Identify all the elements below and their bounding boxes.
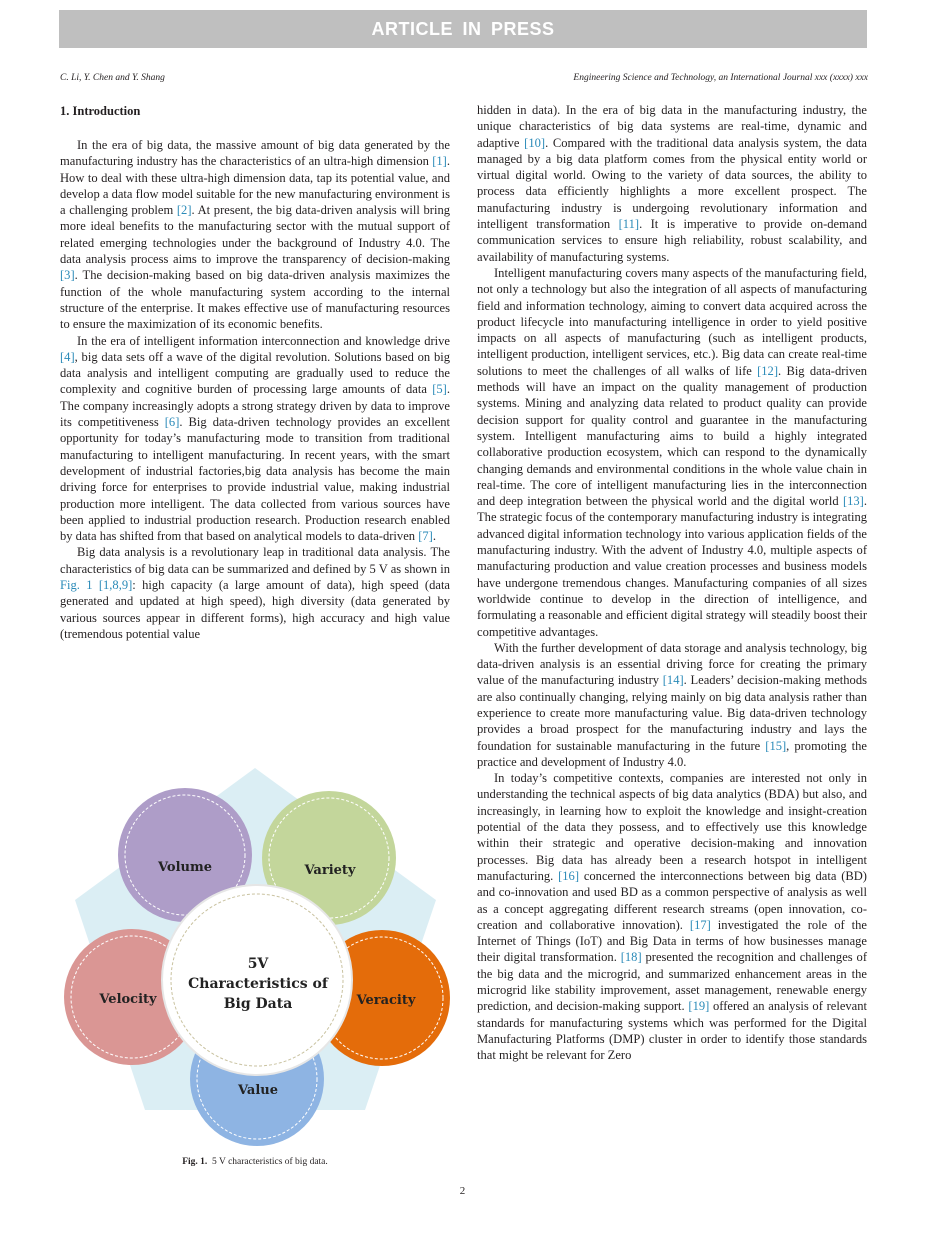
center-circle [162,885,352,1075]
paragraph: hidden in data). In the era of big data in the manufacturing industry, the unique characteristics of big data systems are real-time, dynamic and adaptive [10]. Compared with the traditional data analysis system, the data managed by a big data platform comes from the physical entity world or virtual digital world. Owing to the variety of data sources, the ability to process data efficiently highlights a more excellent prospect. The manufacturing industry is undergoing revolutionary information and intelligent transformation [11]. It is imperative to provide on-demand communication services to ensure high reliability, robust scalability, and availability of manufacturing systems. [477,103,867,264]
paragraph: Intelligent manufacturing covers many aspects of the manufacturing field, not only a technology but also the integration of all aspects of manufacturing field and information technology, aiming to convert data acquired across the product lifecycle into manufacturing intelligence in order to yield positive impacts on all aspects of manufacturing (such as intelligent products, intelligent production, intelligent services, etc.). Big data can create real-time solutions to meet the challenges of all walks of life [12]. Big data-driven methods will have an impact on the quality management of production systems. Mining and analyzing data related to product quality can provide decision support for quality control and guarantee in the manufacturing system. Intelligent manufacturing aims to build a highly integrated collaborative production ecosystem, which can respond to the dynamically changing demands and environmental conditions in the whole value chain in real-time. The core of intelligent manufacturing lies in the interconnection and deep integration between the physical world and the digital world [13]. The strategic focus of the contemporary manufacturing industry is integrating advanced digital information technology into various application fields of the manufacturing industry. With the advent of Industry 4.0, multiple aspects of manufacturing production and value creation processes and business models have undergone tremendous changes. Manufacturing companies of all sizes worldwide continue to develop in the direction of intelligence, and formulating a reasonable and efficient digital strategy will steadily boost their competitive advantages. [477,265,868,639]
citation-link[interactable]: [2] [176,203,192,218]
center-label-line-2: Characteristics of [188,976,328,992]
left-column [60,102,450,642]
citation-link[interactable]: [4] [60,349,75,364]
citation-link[interactable]: [7] [418,529,433,544]
citation-link[interactable]: [10] [524,135,546,150]
citation-link[interactable]: [1,8,9] [98,578,133,593]
figure-caption-text: 5 V characteristics of big data. [212,1157,328,1167]
citation-link[interactable]: [6] [164,415,180,430]
figure-caption-label: Fig. 1. [182,1157,208,1167]
petal-label-volume: Volume [158,860,212,875]
center-label-line-1: 5V [247,956,269,972]
running-header-authors: C. Li, Y. Chen and Y. Shang [60,73,165,83]
citation-link[interactable]: Fig. 1 [60,578,93,593]
citation-link[interactable]: [14] [662,673,684,688]
petal-label-veracity: Veracity [356,993,416,1008]
paragraph: In today’s competitive contexts, companies are interested not only in understanding the technical aspects of big data analytics (BDA) but also, and increasingly, in learning how to exploit the knowledge and insight-creation potential of the data they possess, and to effectively use this knowledge within their strategic and operative decision-making and innovation processes. Big data has already been a research hotspot in intelligent manufacturing. [16] concerned the interconnections between big data (BD) and co-innovation and used BD as a common perspective of analysis as well as a concept aggregating different research streams (open innovation, co-creation and collaborative innovation). [17] investigated the role of the Internet of Things (IoT) and Big Data in terms of how businesses manage their digital transformation. [18] presented the recognition and challenges of the big data and the microgrid, and summarized enhancement areas in the microgrid like stability improvement, asset management, renewable energy prediction, and decision-making support. [19] offered an analysis of relevant standards for manufacturing systems which was performed for the Digital Manufacturing Platforms (DMP) cluster in order to identify those standards that might be relevant for Zero [477,771,867,1063]
figure-1 [60,740,450,1180]
citation-link[interactable]: [1] [432,154,447,169]
citation-link[interactable]: [3] [60,268,75,283]
paragraph: Big data analysis is a revolutionary leap in traditional data analysis. The characteristics of big data can be summarized and defined by 5 V as shown in Fig. 1 [1,8,9]: high capacity (a large amount of data), high speed (data generated and updated at high speed), high diversity (data generated by various sources appear in different forms), high accuracy and high value (tremendous potential value [60,545,451,641]
paragraph: In the era of intelligent information interconnection and knowledge drive [4], big data sets off a wave of the digital revolution. Solutions based on big data analysis and intelligent computing are gradually used to reduce the complexity and cognitive burden of processing large amounts of data [5]. The company increasingly adopts a strong strategy driven by data to improve its competitiveness [6]. Big data-driven technology provides an excellent opportunity for today’s manufacturing mode to transition from traditional manufacturing to intelligent manufacturing. In recent years, with the smart development of industrial factories,big data analysis has become the main driving force for enterprises to provide industrial value, making industrial production more intelligent. The data collected from various sources have been applied to industrial production research. Production research enabled by data has shifted from that based on analytical models to data-driven [7]. [60,333,451,544]
citation-link[interactable]: [13] [842,494,864,509]
right-column-body [477,102,867,1064]
citation-link[interactable]: [17] [689,917,711,932]
section-heading: 1. Introduction [60,104,141,118]
citation-link[interactable]: [5] [432,382,447,397]
paragraph: In the era of big data, the massive amount of big data generated by the manufacturing industry has the characteristics of an ultra-high dimension [1]. How to deal with these ultra-high dimension data, tap its potential value, and develop a data flow model suitable for the new manufacturing environment is a challenging problem [2]. At present, the big data-driven analysis will bring more ideal benefits to the manufacturing sector with the mutual support of related emerging technologies under the background of Industry 4.0. The data analysis process aims to improve the transparency of decision-making [3]. The decision-making based on big data-driven analysis maximizes the function of the whole manufacturing system according to the internal structure of the enterprise. It makes effective use of manufacturing resources to ensure the maximization of its economic benefits. [60,138,450,332]
citation-link[interactable]: [15] [765,738,787,753]
page-number: 2 [459,1185,466,1197]
citation-link[interactable]: [19] [688,999,710,1014]
5v-diagram [60,740,450,1150]
figure-caption [60,1157,450,1167]
citation-link[interactable]: [16] [558,868,580,883]
center-label-line-3: Big Data [223,996,293,1012]
petal-label-value: Value [238,1083,278,1098]
article-in-press-banner: ARTICLE IN PRESS [59,10,867,48]
right-column [477,102,867,1064]
paragraph: With the further development of data storage and analysis technology, big data-driven analysis is an essential driving force for creating the primary value of the manufacturing industry [14]. Leaders’ decision-making methods are also continually changing, relying mainly on big data analysis rather than experience to create more manufacturing value. Big data-driven technology provides a broad prospect for the manufacturing industry and lays the foundation for sustainable manufacturing in the future [15], promoting the practice and development of Industry 4.0. [477,640,868,769]
citation-link[interactable]: [12] [757,363,779,378]
petal-label-velocity: Velocity [99,992,157,1007]
left-column-body [60,137,450,642]
citation-link[interactable]: [18] [620,950,642,965]
petal-label-variety: Variety [304,863,356,878]
citation-link[interactable]: [11] [618,217,640,232]
running-header-journal: Engineering Science and Technology, an International Journal xxx (xxxx) xxx [573,73,868,83]
